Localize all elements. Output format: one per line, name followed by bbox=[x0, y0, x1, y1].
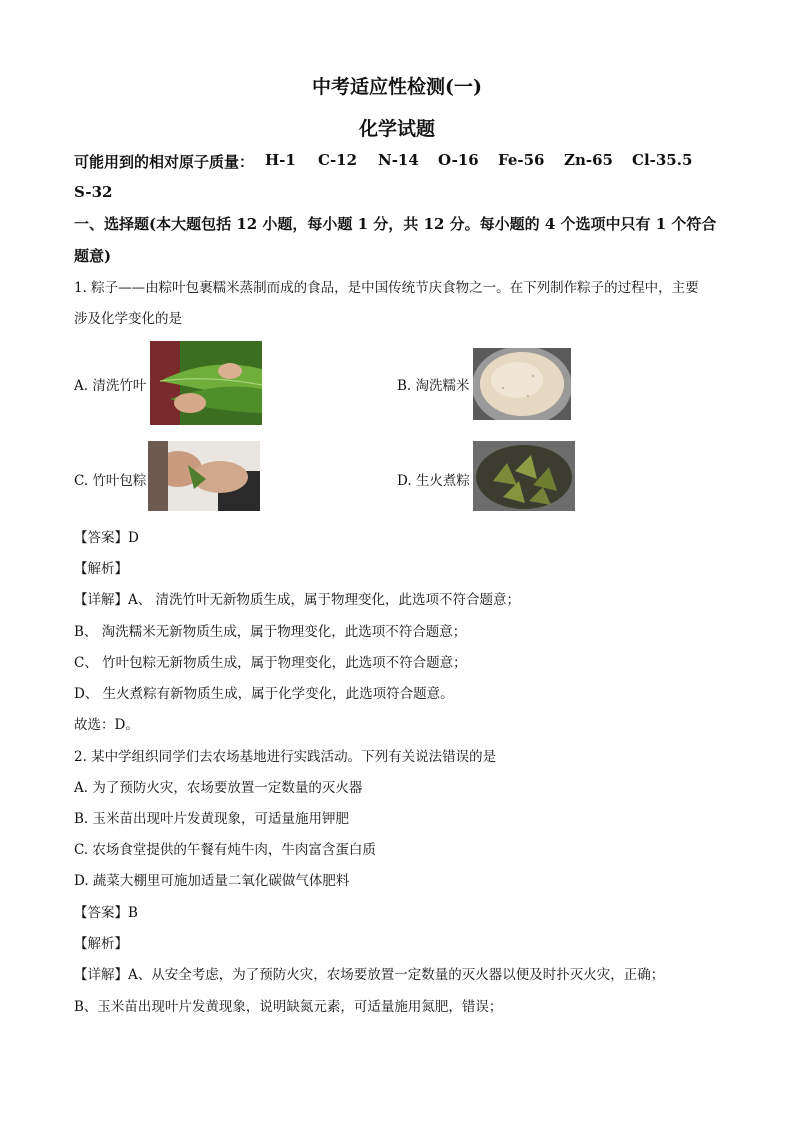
atomic-masses-line bbox=[74, 151, 774, 171]
boiling-zongzi-photo bbox=[473, 441, 575, 511]
page-title: 中考适应性检测(一) bbox=[312, 76, 482, 98]
q1-stem-cont: 涉及化学变化的是 bbox=[74, 311, 182, 327]
atomic-mass-item: H-1 bbox=[265, 151, 296, 169]
atomic-mass-item: C-12 bbox=[318, 151, 358, 169]
q1-option-b-label: B. 淘洗糯米 bbox=[397, 378, 470, 394]
q2-option-d: D. 蔬菜大棚里可施加适量二氧化碳做气体肥料 bbox=[74, 873, 350, 889]
q2-stem: 2. 某中学组织同学们去农场基地进行实践活动。下列有关说法错误的是 bbox=[74, 749, 497, 765]
q1-stem: 1. 粽子——由粽叶包裹糯米蒸制而成的食品，是中国传统节庆食物之一。在下列制作粽子的过程中，主要 bbox=[74, 280, 699, 296]
q1-option-d-label: D. 生火煮粽 bbox=[397, 473, 470, 489]
q1-conclusion: 故选：D。 bbox=[74, 717, 139, 733]
atomic-mass-item: Fe-56 bbox=[498, 151, 545, 169]
q2-detail-line: 【详解】A、从安全考虑，为了预防火灾，农场要放置一定数量的灭火器以便及时扑灭火灾，正确； bbox=[74, 967, 665, 983]
atomic-mass-item: S-32 bbox=[74, 183, 113, 201]
wrapping-zongzi-photo bbox=[148, 441, 260, 511]
q2-option-c: C. 农场食堂提供的午餐有炖牛肉，牛肉富含蛋白质 bbox=[74, 842, 376, 858]
rice-washing-photo bbox=[473, 348, 571, 420]
q1-option-c-label: C. 竹叶包粽 bbox=[74, 473, 147, 489]
q2-analysis: 【解析】 bbox=[74, 936, 128, 952]
q1-detail-line: B、 淘洗糯米无新物质生成，属于物理变化，此选项不符合题意； bbox=[74, 624, 467, 640]
atomic-mass-item: O-16 bbox=[438, 151, 479, 169]
bamboo-leaf-washing-photo bbox=[150, 341, 262, 425]
section-heading-cont: 题意) bbox=[74, 247, 112, 265]
page-subtitle: 化学试题 bbox=[358, 118, 435, 140]
q1-detail-line: D、 生火煮粽有新物质生成，属于化学变化，此选项符合题意。 bbox=[74, 686, 454, 702]
q1-answer: 【答案】D bbox=[74, 530, 139, 546]
section-heading: 一、选择题(本大题包括 12 小题，每小题 1 分，共 12 分。每小题的 4 个选项中只有 1 个符合 bbox=[74, 215, 717, 233]
atomic-masses-label: 可能用到的相对原子质量： bbox=[74, 153, 255, 171]
q1-analysis: 【解析】 bbox=[74, 561, 128, 577]
q1-option-a-label: A. 清洗竹叶 bbox=[74, 378, 147, 394]
q2-option-a: A. 为了预防火灾，农场要放置一定数量的灭火器 bbox=[74, 780, 363, 796]
q1-detail-line: C、 竹叶包粽无新物质生成，属于物理变化，此选项不符合题意； bbox=[74, 655, 467, 671]
atomic-mass-item: N-14 bbox=[378, 151, 419, 169]
q2-answer: 【答案】B bbox=[74, 905, 138, 921]
atomic-mass-item: Zn-65 bbox=[564, 151, 613, 169]
q2-detail-line: B、玉米苗出现叶片发黄现象，说明缺氮元素，可适量施用氮肥，错误； bbox=[74, 999, 503, 1015]
q1-detail-line: 【详解】A、 清洗竹叶无新物质生成，属于物理变化，此选项不符合题意； bbox=[74, 592, 521, 608]
atomic-mass-item: Cl-35.5 bbox=[632, 151, 693, 169]
q2-option-b: B. 玉米苗出现叶片发黄现象，可适量施用钾肥 bbox=[74, 811, 350, 827]
